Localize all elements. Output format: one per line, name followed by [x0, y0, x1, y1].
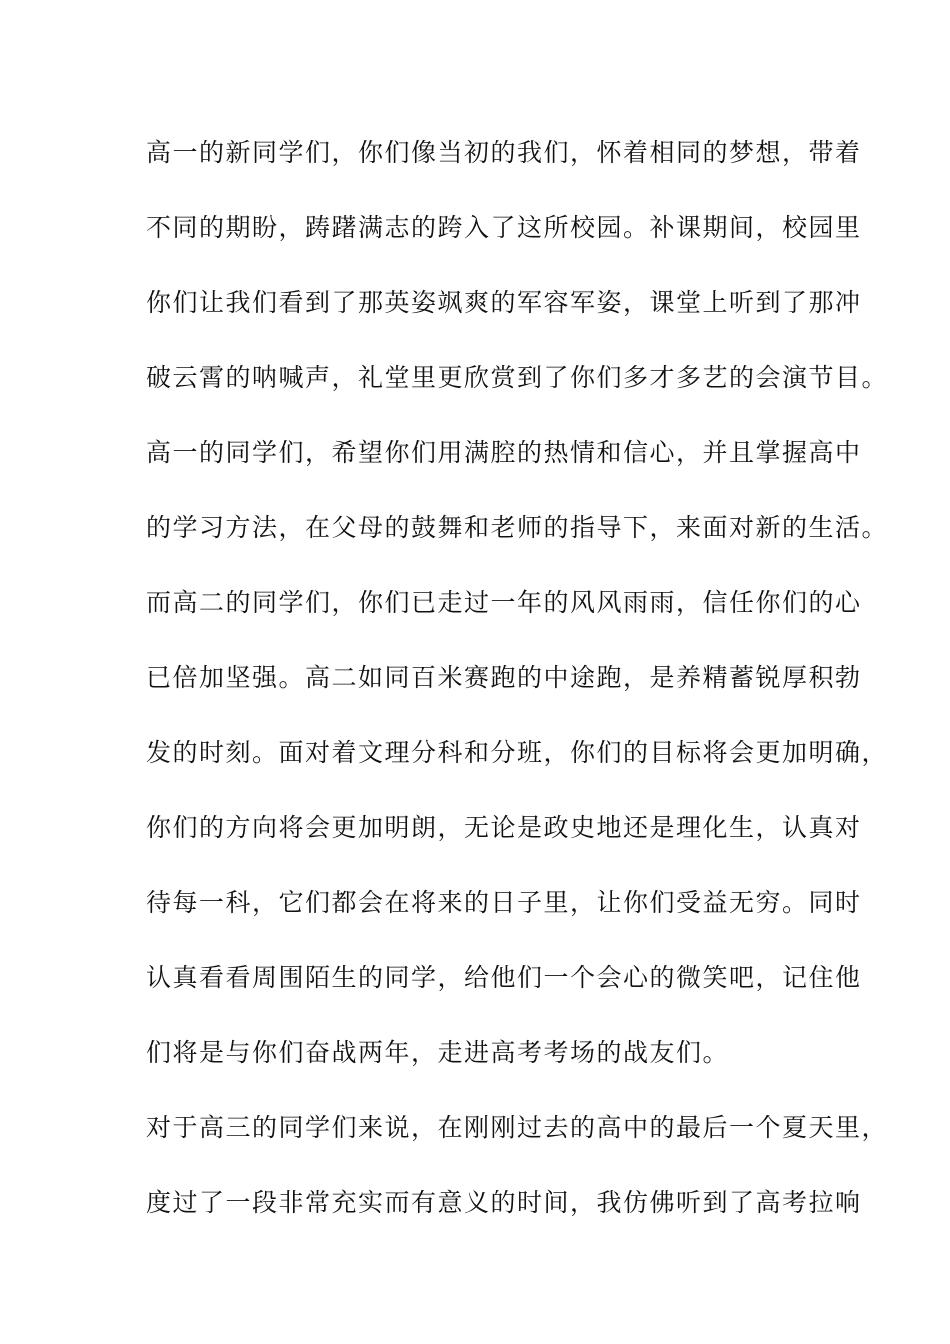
- text-line: 破云霄的呐喊声，礼堂里更欣赏到了你们多才多艺的会演节目。: [146, 363, 889, 392]
- text-line: 们将是与你们奋战两年，走进高考考场的战友们。: [146, 1038, 730, 1067]
- text-line: 不同的期盼，踌躇满志的跨入了这所校园。补课期间，校园里: [146, 213, 862, 242]
- text-line: 而高二的同学们，你们已走过一年的风风雨雨，信任你们的心: [146, 588, 862, 617]
- text-line: 你们的方向将会更加明朗，无论是政史地还是理化生，认真对: [146, 813, 862, 842]
- text-line: 发的时刻。面对着文理分科和分班，你们的目标将会更加明确，: [146, 738, 889, 767]
- text-line: 认真看看周围陌生的同学，给他们一个会心的微笑吧，记住他: [146, 963, 862, 992]
- text-line: 度过了一段非常充实而有意义的时间，我仿佛听到了高考拉响: [146, 1188, 862, 1217]
- text-line: 对于高三的同学们来说，在刚刚过去的高中的最后一个夏天里，: [146, 1113, 889, 1142]
- text-line: 已倍加坚强。高二如同百米赛跑的中途跑，是养精蓄锐厚积勃: [146, 663, 862, 692]
- body-text: [146, 132, 889, 1257]
- text-line: 你们让我们看到了那英姿飒爽的军容军姿，课堂上听到了那冲: [146, 288, 862, 317]
- text-line: 高一的新同学们，你们像当初的我们，怀着相同的梦想，带着: [146, 138, 862, 167]
- text-line: 的学习方法，在父母的鼓舞和老师的指导下，来面对新的生活。: [146, 513, 889, 542]
- text-line: 待每一科，它们都会在将来的日子里，让你们受益无穷。同时: [146, 888, 862, 917]
- text-line: 高一的同学们，希望你们用满腔的热情和信心，并且掌握高中: [146, 438, 862, 467]
